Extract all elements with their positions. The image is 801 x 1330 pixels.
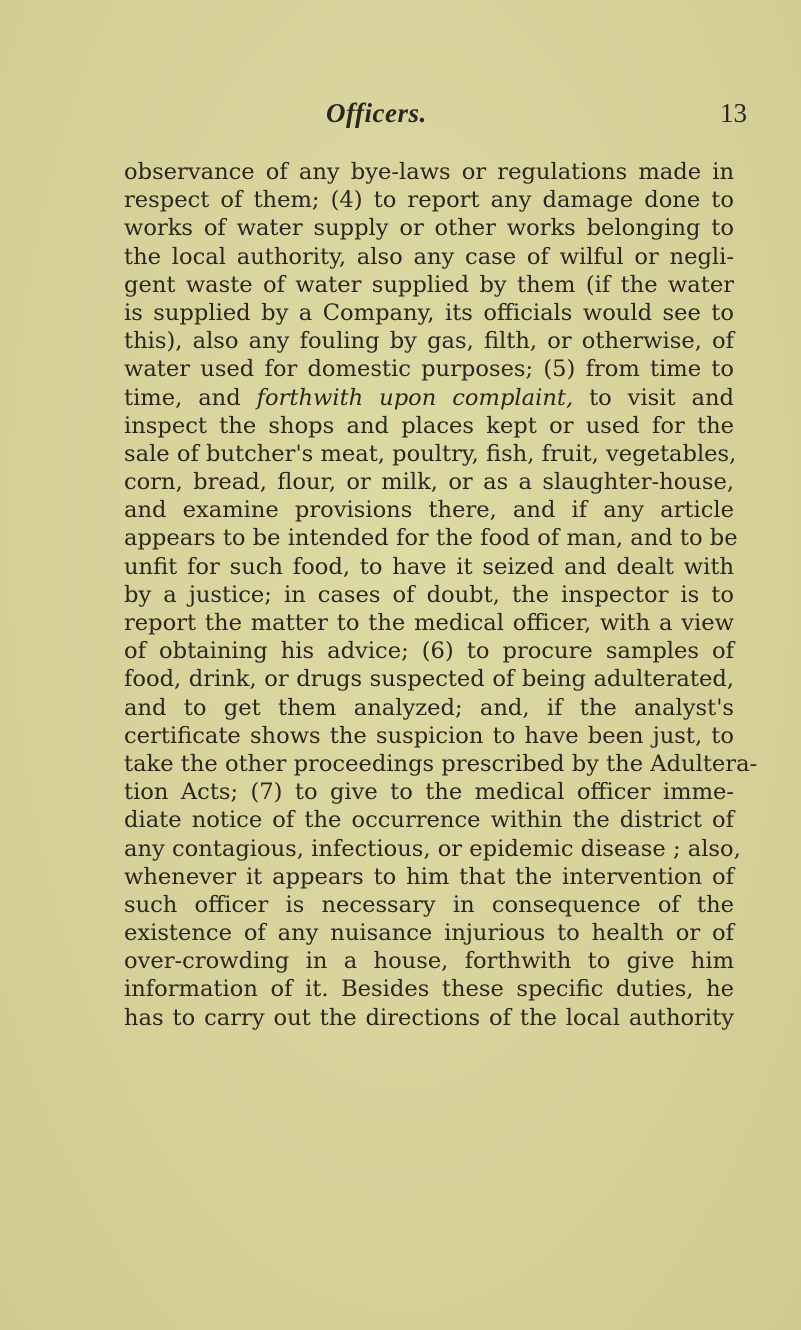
text-line: corn, bread, flour, or milk, or as a slaughter-house, (124, 469, 734, 496)
text-line: observance of any bye-laws or regulations made in (124, 159, 734, 185)
page-number: 13 (720, 98, 747, 128)
text-segment: time, and (124, 384, 257, 411)
text-line: and examine provisions there, and if any article (124, 497, 734, 524)
running-head: Officers. (326, 98, 427, 128)
text-segment: to visit and (573, 384, 734, 411)
text-line: over-crowding in a house, forthwith to give him (124, 948, 734, 975)
text-line: certificate shows the suspicion to have been just, to (124, 722, 734, 749)
text-line: any contagious, infectious, or epidemic disease ; also, (124, 835, 741, 862)
text-line: inspect the shops and places kept or used for the (124, 412, 734, 439)
text-line: of obtaining his advice; (6) to procure samples of (124, 638, 734, 665)
italic-phrase: forthwith upon complaint, (256, 384, 574, 411)
text-line: is supplied by a Company, its officials would see to (124, 299, 734, 326)
body-text (124, 158, 758, 1032)
text-line: unfit for such food, to have it seized and dealt with (124, 553, 734, 580)
text-line: food, drink, or drugs suspected of being adulterated, (124, 666, 734, 693)
text-line: information of it. Besides these specific duties, he (124, 976, 734, 1003)
text-line: by a justice; in cases of doubt, the inspector is to (124, 581, 734, 608)
text-line: water used for domestic purposes; (5) from time to (124, 356, 734, 383)
page-header (0, 98, 801, 138)
text-line: has to carry out the directions of the local authority (124, 1004, 734, 1031)
text-line: and to get them analyzed; and, if the analyst's (124, 694, 734, 721)
text-line: whenever it appears to him that the intervention of (124, 863, 734, 890)
text-line: works of water supply or other works belonging to (124, 215, 734, 242)
text-line: diate notice of the occurrence within the district of (124, 807, 734, 834)
text-line: such officer is necessary in consequence of the (124, 891, 734, 918)
text-line: the local authority, also any case of wilful or negli- (124, 243, 734, 270)
text-line: this), also any fouling by gas, filth, or otherwise, of (124, 328, 734, 355)
text-line: existence of any nuisance injurious to health or of (124, 920, 734, 947)
text-line: take the other proceedings prescribed by the Adultera- (124, 750, 758, 777)
text-line: report the matter to the medical officer, with a view (124, 610, 734, 636)
text-line: respect of them; (4) to report any damage done to (124, 187, 734, 214)
text-line: appears to be intended for the food of man, and to be (124, 525, 738, 552)
text-line: gent waste of water supplied by them (if the water (124, 271, 734, 298)
text-line-with-italic (124, 384, 734, 412)
text-line: tion Acts; (7) to give to the medical officer imme- (124, 779, 734, 806)
text-line: sale of butcher's meat, poultry, fish, fruit, vegetables, (124, 440, 737, 467)
